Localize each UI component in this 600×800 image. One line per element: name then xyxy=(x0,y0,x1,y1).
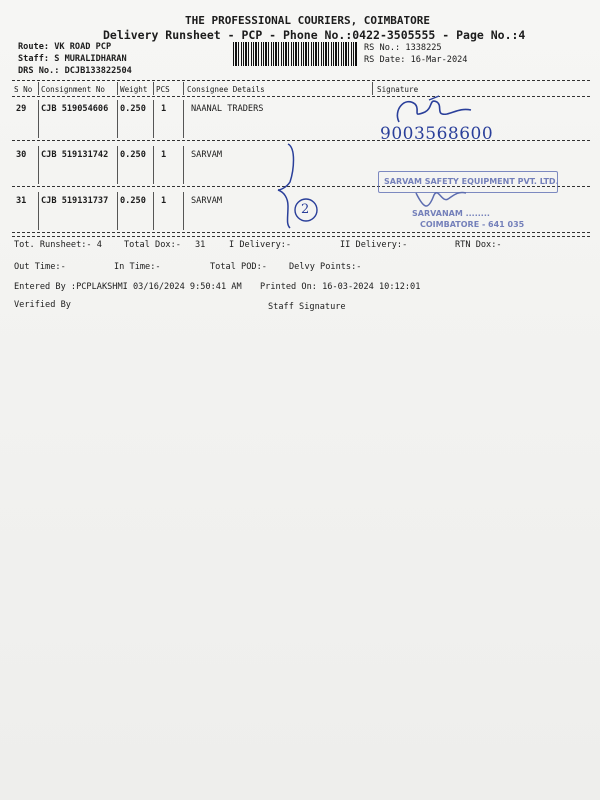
printed-on: Printed On: 16-03-2024 10:12:01 xyxy=(260,282,421,292)
row-sno: 30 xyxy=(16,150,27,160)
row-weight: 0.250 xyxy=(120,150,146,160)
rs-number: RS No.: 1338225 xyxy=(364,43,442,53)
column-separator xyxy=(117,100,118,138)
rs-date: RS Date: 16-Mar-2024 xyxy=(364,55,468,65)
ii-delivery: II Delivery:- xyxy=(340,240,408,250)
out-time: Out Time:- xyxy=(14,262,66,272)
row-weight: 0.250 xyxy=(120,104,146,114)
staff-label: Staff: S MURALIDHARAN xyxy=(18,54,127,64)
i-delivery: I Delivery:- xyxy=(229,240,292,250)
divider xyxy=(12,236,590,237)
row-sno: 29 xyxy=(16,104,27,114)
column-separator xyxy=(183,100,184,138)
row-pcs: 1 xyxy=(161,196,167,206)
column-separator xyxy=(183,146,184,184)
in-time: In Time:- xyxy=(114,262,161,272)
staff-signature: Staff Signature xyxy=(268,302,346,312)
stamp-line2: SARVANAM ........ xyxy=(412,209,490,218)
col-header-consignee: Consignee Details xyxy=(187,85,265,94)
column-separator xyxy=(153,82,154,95)
company-title: THE PROFESSIONAL COURIERS, COIMBATORE xyxy=(185,14,431,27)
row-consignee: NAANAL TRADERS xyxy=(191,104,264,114)
column-separator xyxy=(117,146,118,184)
total-dox-value: 31 xyxy=(195,240,206,250)
row-sno: 31 xyxy=(16,196,27,206)
brace-mark xyxy=(270,140,330,230)
column-separator xyxy=(153,192,154,230)
total-pod: Total POD:- xyxy=(210,262,267,272)
column-separator xyxy=(183,82,184,95)
col-header-consignment: Consignment No xyxy=(41,85,106,94)
row-pcs: 1 xyxy=(161,150,167,160)
stamp-signature xyxy=(412,185,472,215)
col-header-pcs: PCS xyxy=(156,85,170,94)
total-dox-label: Total Dox:- xyxy=(124,240,181,250)
column-separator xyxy=(183,192,184,230)
column-separator xyxy=(38,100,39,138)
circled-number: 2 xyxy=(301,202,310,217)
route-label: Route: VK ROAD PCP xyxy=(18,42,112,52)
rtn-dox: RTN Dox:- xyxy=(455,240,502,250)
divider xyxy=(12,80,590,81)
column-separator xyxy=(372,82,373,95)
row-weight: 0.250 xyxy=(120,196,146,206)
company-stamp xyxy=(372,163,560,233)
col-header-weight: Weight xyxy=(120,85,148,94)
row-pcs: 1 xyxy=(161,104,167,114)
row-consignment: CJB 519131742 xyxy=(41,150,109,160)
col-header-signature: Signature xyxy=(377,85,419,94)
column-separator xyxy=(153,100,154,138)
column-separator xyxy=(38,146,39,184)
stamp-line1: SARVAM SAFETY EQUIPMENT PVT. LTD. xyxy=(384,177,559,186)
column-separator xyxy=(38,192,39,230)
col-header-sno: S No xyxy=(14,85,33,94)
delvy-points: Delvy Points:- xyxy=(289,262,362,272)
verified-by: Verified By xyxy=(14,300,71,310)
row-consignee: SARVAM xyxy=(191,196,223,206)
entered-by: Entered By :PCPLAKSHMI 03/16/2024 9:50:41 AM xyxy=(14,282,242,292)
tot-runsheet: Tot. Runsheet:- 4 xyxy=(14,240,102,250)
barcode xyxy=(233,42,357,66)
stamp-line3: COIMBATORE - 641 035 xyxy=(420,220,525,229)
column-separator xyxy=(153,146,154,184)
row-consignee: SARVAM xyxy=(191,150,223,160)
drs-number: DRS No.: DCJB133822504 xyxy=(18,66,132,76)
runsheet-subtitle: Delivery Runsheet - PCP - Phone No.:0422-3505555 - Page No.:4 xyxy=(103,28,526,42)
column-separator xyxy=(117,192,118,230)
column-separator xyxy=(117,82,118,95)
row-consignment: CJB 519131737 xyxy=(41,196,109,206)
column-separator xyxy=(38,82,39,95)
row-consignment: CJB 519054606 xyxy=(41,104,109,114)
handwritten-phone: 9003568600 xyxy=(380,124,494,144)
